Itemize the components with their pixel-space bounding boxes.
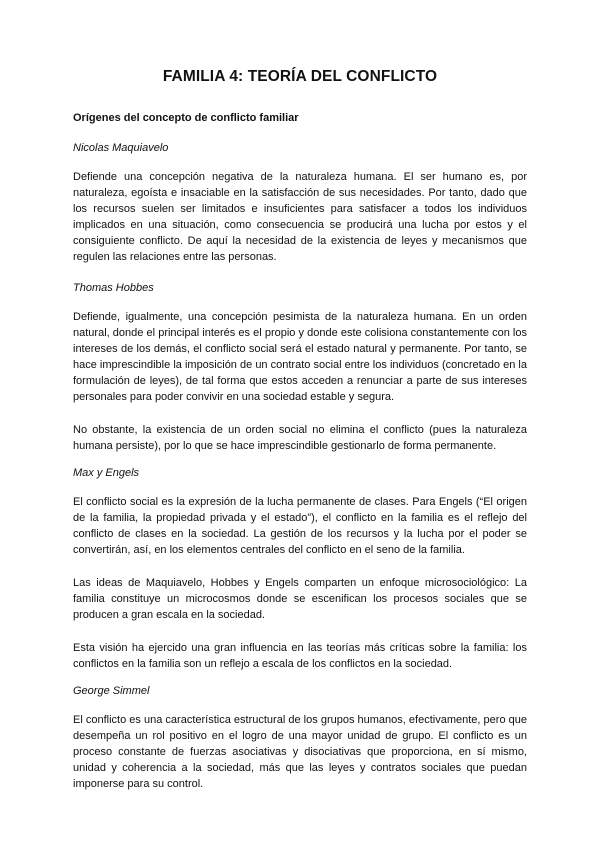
page-title: FAMILIA 4: TEORÍA DEL CONFLICTO xyxy=(162,68,438,85)
paragraph: Esta visión ha ejercido una gran influencia en las teorías más críticas sobre la familia: los conflictos en la familia son un reflejo a escala de los conflictos en la sociedad. xyxy=(73,642,527,670)
paragraph: Defiende, igualmente, una concepción pesimista de la naturaleza humana. En un orden natural, donde el principal interés es el propio y donde este colisiona constantemente con los intereses de los demás, el conflicto social será el estado natural y permanente. Por tanto, se hace imprescindible la imposición de un contrato social entre los individuos (concretado en la formulación de leyes), de tal forma que estos acceden a renunciar a parte de sus intereses personales para poder convivir en una sociedad estable y segura. xyxy=(73,311,527,403)
paragraph: El conflicto social es la expresión de la lucha permanente de clases. Para Engels (“El origen de la familia, la propiedad privada y el estado”), el conflicto en la familia es el reflejo del conflicto de clases en la sociedad. La gestión de los recursos y la lucha por el poder se convertirán, así, en los elementos centrales del conflicto en el seno de la familia. xyxy=(73,496,527,556)
author-heading-maquiavelo: Nicolas Maquiavelo xyxy=(73,142,169,154)
paragraph: Las ideas de Maquiavelo, Hobbes y Engels comparten un enfoque microsociológico: La familia constituye un microcosmos donde se escenifican los procesos sociales que se producen a gran escala en la sociedad. xyxy=(73,577,527,621)
section-heading: Orígenes del concepto de conflicto familiar xyxy=(73,112,299,124)
author-heading-marx-engels: Max y Engels xyxy=(73,467,140,479)
author-heading-hobbes: Thomas Hobbes xyxy=(73,282,154,294)
paragraph: El conflicto es una característica estructural de los grupos humanos, efectivamente, pero que desempeña un rol positivo en el logro de una mayor unidad de grupo. El conflicto es un proceso constante de fuerzas asociativas y disociativas que proporciona, en sí mismo, unidad y coherencia a la sociedad, más que las leyes y contratos sociales que puedan imponerse para su control. xyxy=(73,714,527,790)
paragraph: No obstante, la existencia de un orden social no elimina el conflicto (pues la naturaleza humana persiste), por lo que se hace imprescindible gestionarlo de forma permanente. xyxy=(73,424,527,452)
author-heading-simmel: George Simmel xyxy=(73,685,150,697)
paragraph: Defiende una concepción negativa de la naturaleza humana. El ser humano es, por naturaleza, egoísta e insaciable en la satisfacción de sus necesidades. Por tanto, dado que los recursos suelen ser limitados e insuficientes para satisfacer a todos los individuos implicados en una situación, como consecuencia se producirá una lucha por estos y el consiguiente conflicto. De aquí la necesidad de la existencia de leyes y mecanismos que regulen las relaciones entre las personas. xyxy=(73,171,527,263)
